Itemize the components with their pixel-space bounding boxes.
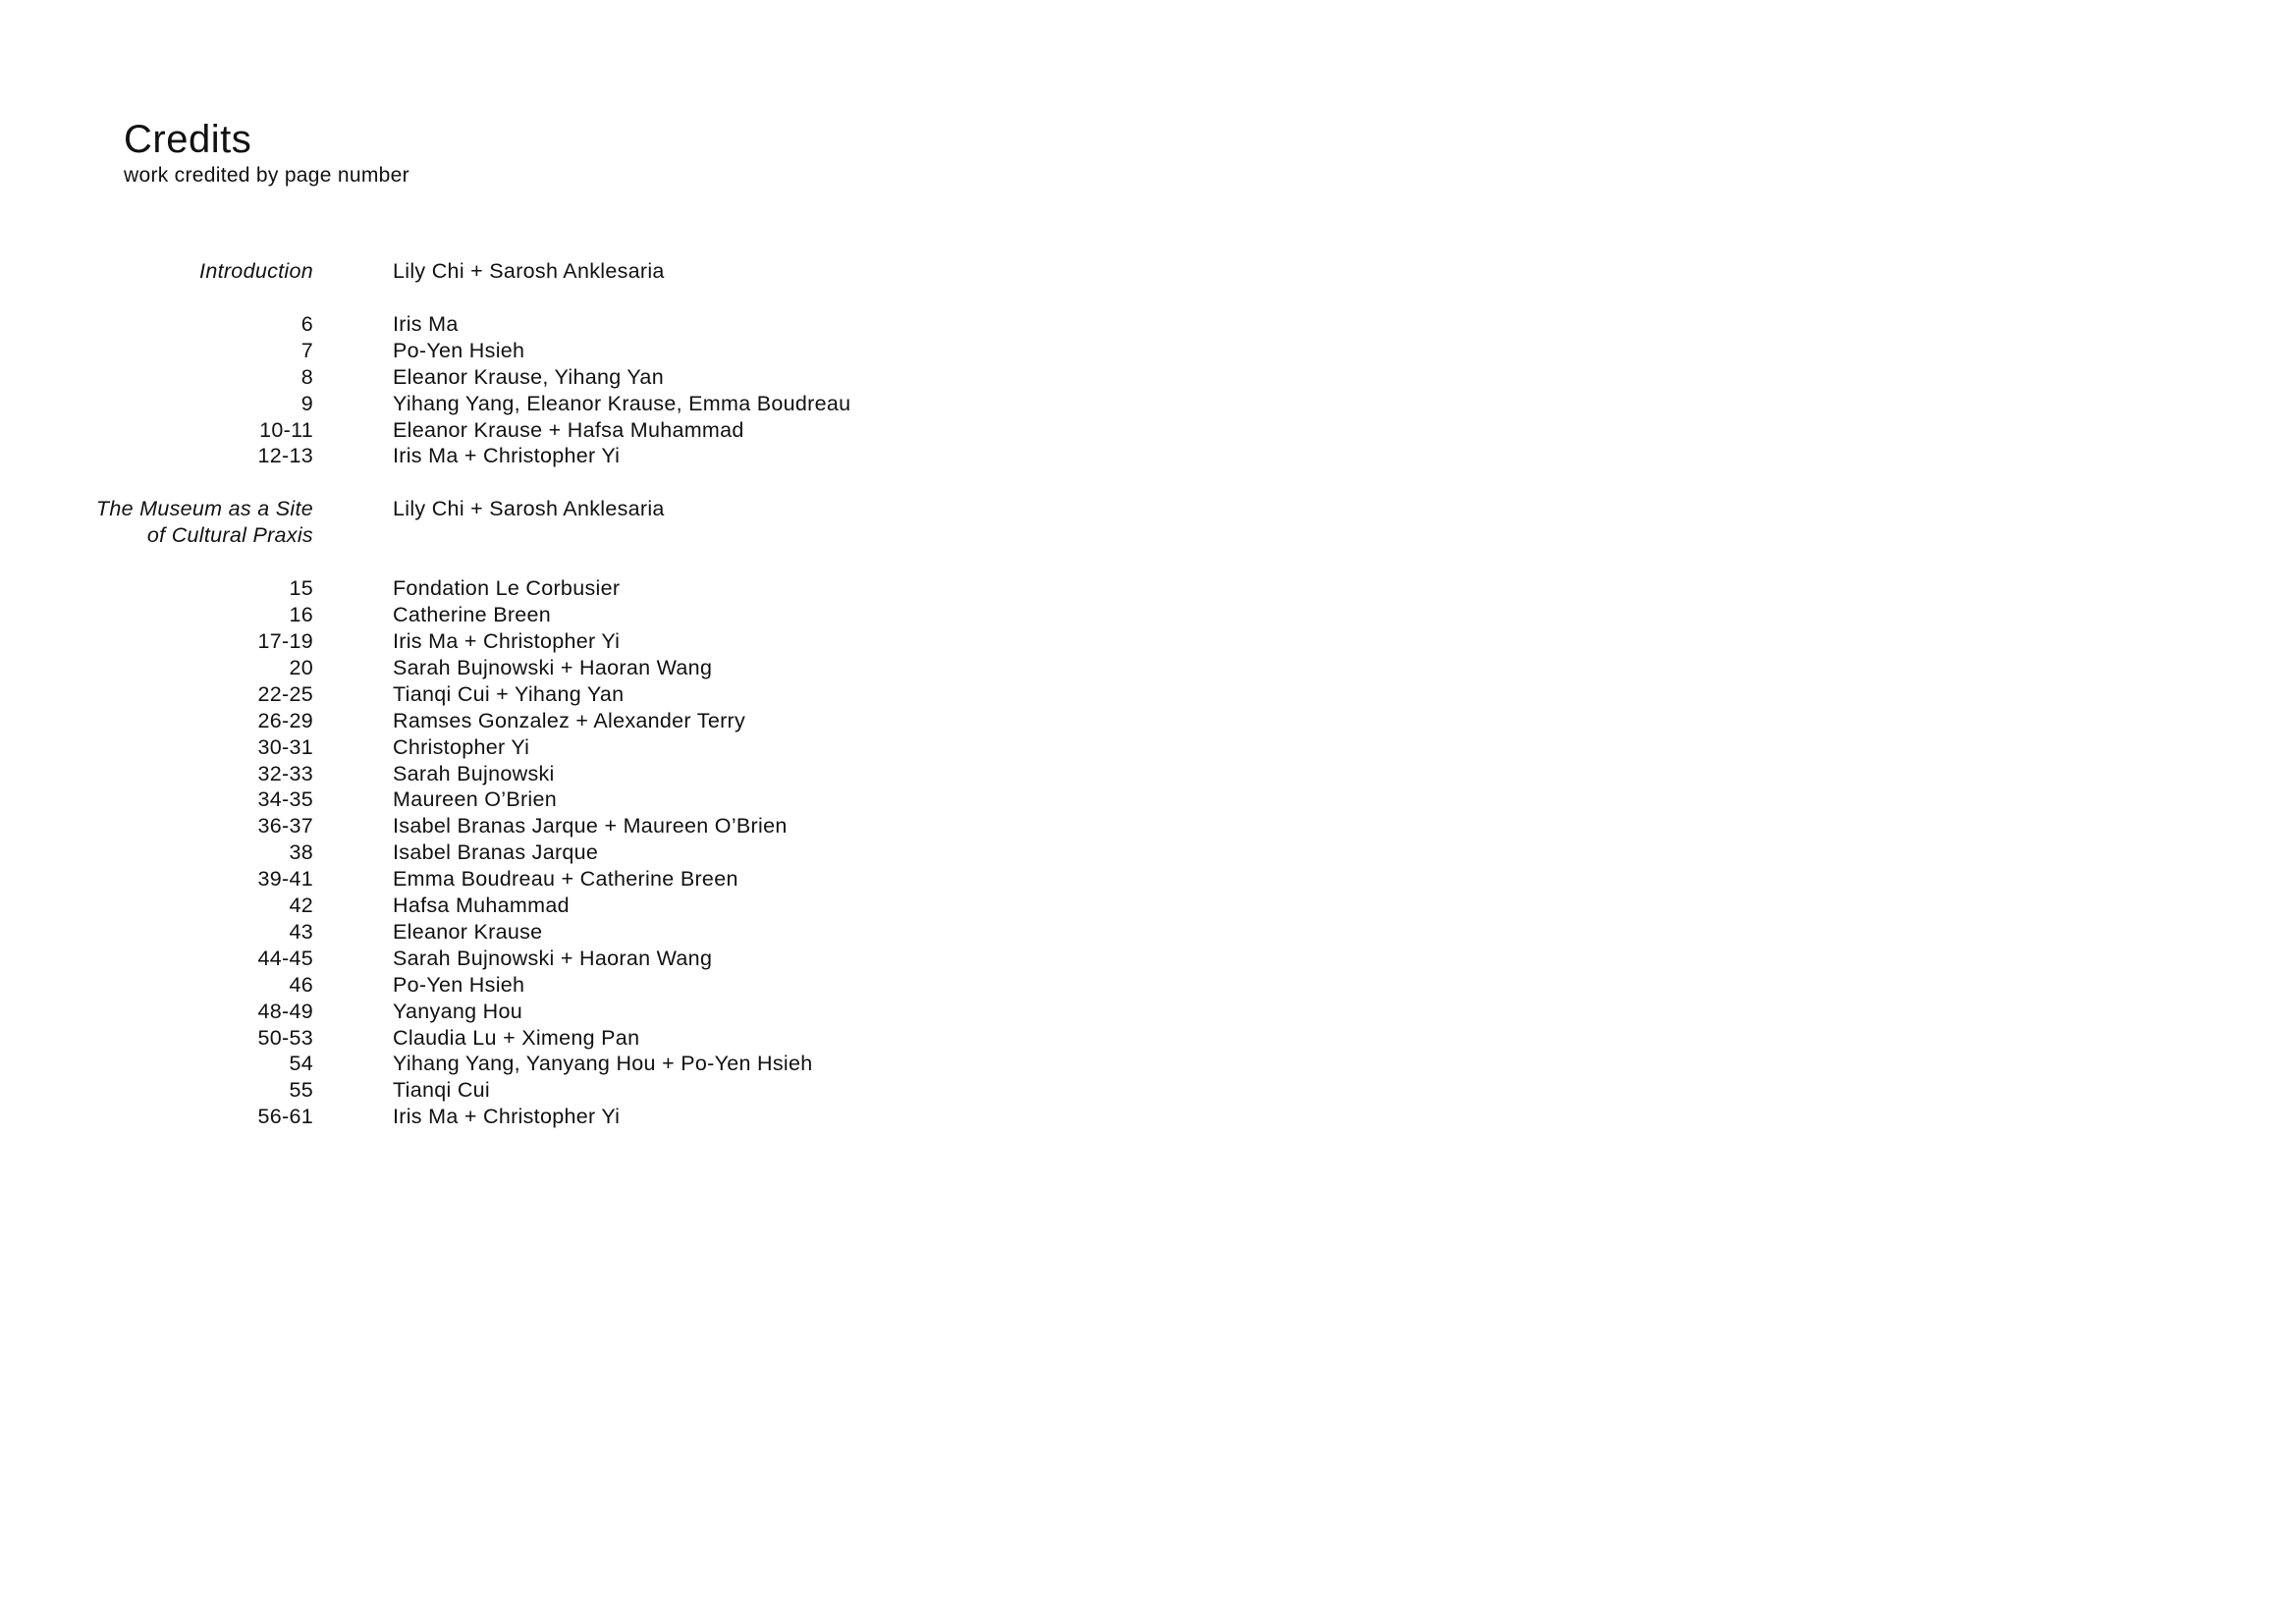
- credit-name: Isabel Branas Jarque + Maureen O’Brien: [393, 814, 788, 839]
- credit-name: Hafsa Muhammad: [393, 893, 570, 918]
- credit-page: 12-13: [257, 444, 313, 468]
- credit-name: Emma Boudreau + Catherine Breen: [393, 867, 738, 892]
- credit-page: 38: [289, 840, 313, 865]
- credit-name: Lily Chi + Sarosh Anklesaria: [393, 259, 665, 283]
- credit-row: [0, 1051, 1080, 1077]
- credit-name: Tianqi Cui: [393, 1078, 490, 1103]
- credit-name: Yanyang Hou: [393, 999, 522, 1023]
- credit-name: Iris Ma + Christopher Yi: [393, 1105, 621, 1129]
- credit-name: Iris Ma + Christopher Yi: [393, 628, 621, 653]
- credit-page: 26-29: [257, 708, 313, 732]
- credit-name: Iris Ma: [393, 311, 459, 336]
- credit-row: [0, 786, 1080, 813]
- credit-section-label-line1: The Museum as a Site: [95, 497, 313, 521]
- credit-row: [0, 338, 1080, 364]
- credit-row: [0, 364, 1080, 391]
- credit-row: [0, 734, 1080, 761]
- credit-name: Po-Yen Hsieh: [393, 338, 525, 362]
- credit-page: 22-25: [257, 681, 313, 706]
- credit-page: 17-19: [257, 628, 313, 653]
- credit-page: 42: [289, 893, 313, 918]
- credit-name: Po-Yen Hsieh: [393, 972, 525, 997]
- credit-row: [0, 972, 1080, 999]
- credit-name: Tianqi Cui + Yihang Yan: [393, 681, 625, 706]
- credit-name: Sarah Bujnowski: [393, 761, 555, 785]
- credit-row: [0, 1077, 1080, 1104]
- credit-name: Maureen O’Brien: [393, 787, 558, 812]
- credit-name: Isabel Branas Jarque: [393, 840, 599, 865]
- credit-page: 34-35: [257, 787, 313, 812]
- credit-page: 15: [289, 576, 313, 601]
- credit-row: [0, 1025, 1080, 1052]
- credit-page: 8: [300, 364, 313, 389]
- credit-section-label: [0, 496, 313, 549]
- credit-page: 55: [289, 1078, 313, 1103]
- credit-name: Claudia Lu + Ximeng Pan: [393, 1025, 640, 1050]
- credit-page: 54: [289, 1052, 313, 1076]
- credit-row: [0, 575, 1080, 602]
- credit-row: [0, 655, 1080, 681]
- page-title: Credits: [124, 118, 252, 161]
- credit-row: [0, 417, 1080, 444]
- credit-page: 36-37: [257, 814, 313, 839]
- credit-row: [0, 628, 1080, 655]
- page-subtitle: work credited by page number: [124, 164, 409, 187]
- credit-name: Sarah Bujnowski + Haoran Wang: [393, 946, 713, 970]
- credit-row: [0, 919, 1080, 946]
- credit-page: 48-49: [257, 999, 313, 1023]
- credit-page: 10-11: [259, 417, 313, 442]
- credit-row: [0, 443, 1080, 469]
- credit-page: 32-33: [257, 761, 313, 785]
- credit-row: [0, 946, 1080, 972]
- credit-name: Fondation Le Corbusier: [393, 576, 621, 601]
- credit-page: 44-45: [257, 946, 313, 970]
- credit-name: Iris Ma + Christopher Yi: [393, 444, 621, 468]
- credit-row-museum-section: [0, 496, 1080, 549]
- credit-page: 30-31: [257, 734, 313, 759]
- credit-row: [0, 602, 1080, 628]
- credit-row: [0, 681, 1080, 708]
- credit-page: 43: [289, 919, 313, 944]
- credit-page: 20: [289, 655, 313, 679]
- credit-name: Yihang Yang, Eleanor Krause, Emma Boudreau: [393, 391, 851, 415]
- credits-list: [0, 258, 1080, 1130]
- credit-row: [0, 761, 1080, 787]
- credit-name: Eleanor Krause: [393, 919, 543, 944]
- credit-row: [0, 708, 1080, 734]
- credit-section-label: Introduction: [199, 259, 313, 283]
- credit-row: [0, 1104, 1080, 1130]
- credit-row: [0, 893, 1080, 919]
- page-header: [124, 116, 409, 189]
- credit-page: 7: [300, 338, 313, 362]
- credit-name: Eleanor Krause + Hafsa Muhammad: [393, 417, 744, 442]
- credit-name: Sarah Bujnowski + Haoran Wang: [393, 655, 713, 679]
- credit-name: Christopher Yi: [393, 734, 530, 759]
- credit-row: [0, 839, 1080, 866]
- credit-page: 46: [289, 972, 313, 997]
- credit-name: Lily Chi + Sarosh Anklesaria: [393, 497, 665, 521]
- credit-section-label-line2: of Cultural Praxis: [146, 523, 313, 548]
- credit-row: [0, 866, 1080, 893]
- credit-page: 39-41: [257, 867, 313, 892]
- credit-page: 56-61: [257, 1105, 313, 1129]
- credit-page: 16: [289, 603, 313, 627]
- credit-name: Catherine Breen: [393, 603, 552, 627]
- credit-row-introduction: [0, 258, 1080, 285]
- credit-row: [0, 813, 1080, 839]
- credit-name: Eleanor Krause, Yihang Yan: [393, 364, 664, 389]
- credit-page: 9: [300, 391, 313, 415]
- credit-name: Ramses Gonzalez + Alexander Terry: [393, 708, 746, 732]
- credit-row: [0, 391, 1080, 417]
- credit-name: Yihang Yang, Yanyang Hou + Po-Yen Hsieh: [393, 1052, 813, 1076]
- credit-row: [0, 311, 1080, 338]
- credit-page: 6: [300, 311, 313, 336]
- credit-row: [0, 999, 1080, 1025]
- credit-page: 50-53: [257, 1025, 313, 1050]
